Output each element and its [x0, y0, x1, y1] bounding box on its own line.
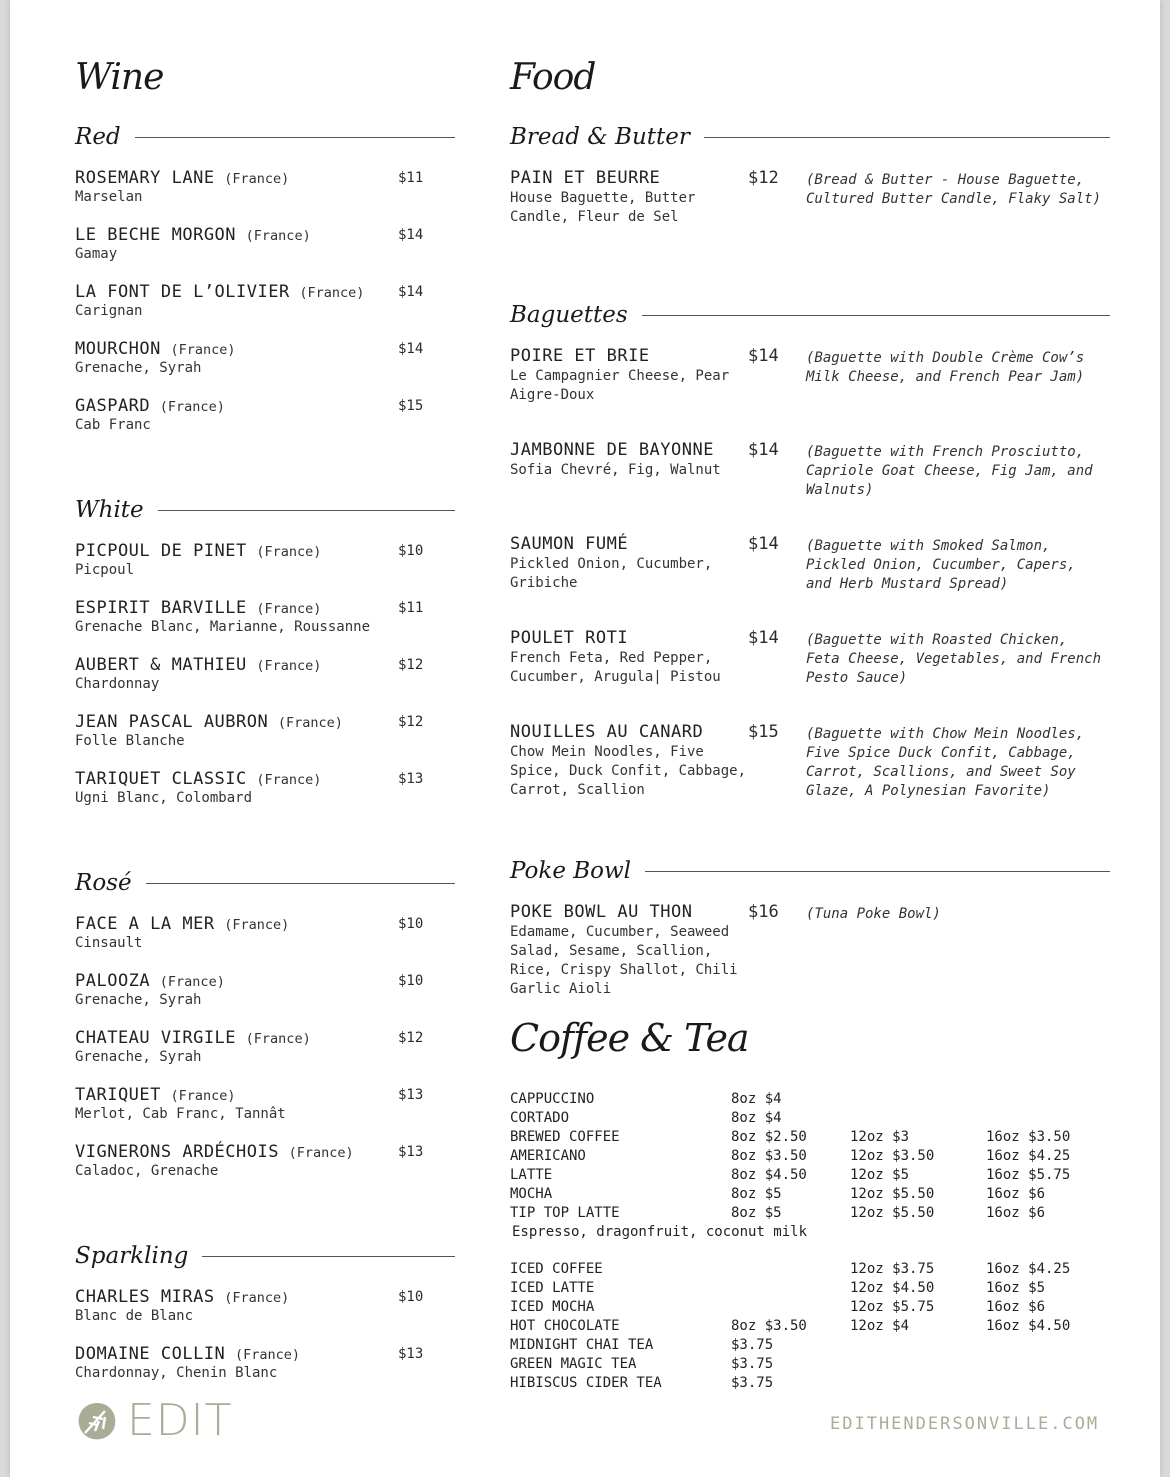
wine-grape: Ugni Blanc, Colombard [75, 790, 253, 806]
drink-name: AMERICANO [510, 1148, 586, 1164]
food-price: $14 [748, 346, 779, 366]
wine-grape: Cinsault [75, 935, 143, 951]
food-name: SAUMON FUMÉ [510, 534, 629, 554]
food-title: Food [510, 57, 596, 98]
wine-price: $10 [398, 1289, 424, 1305]
food-description: House Baguette, Butter Candle, Fleur de Sel [510, 190, 696, 225]
wine-name: ROSEMARY LANE [75, 168, 215, 188]
drink-price-8oz: $3.75 [731, 1356, 774, 1372]
drink-row [510, 1128, 1110, 1147]
drink-row [510, 1166, 1110, 1185]
wine-origin: (France) [159, 399, 225, 415]
drink-price-8oz: 8oz $4.50 [731, 1167, 807, 1183]
category-rule [158, 510, 455, 511]
food-name: NOUILLES AU CANARD [510, 722, 704, 742]
food-description: Le Campagnier Cheese, Pear Aigre-Doux [510, 368, 730, 403]
drink-name: ICED MOCHA [510, 1299, 595, 1315]
wine-name: ESPIRIT BARVILLE [75, 598, 247, 618]
category-rule [642, 315, 1110, 316]
food-name: POIRE ET BRIE [510, 346, 650, 366]
drink-row [510, 1260, 1110, 1279]
wine-origin: (France) [277, 715, 343, 731]
wine-item [75, 168, 455, 225]
wine-price: $11 [398, 600, 424, 616]
drink-name: HIBISCUS CIDER TEA [510, 1375, 662, 1391]
drink-price-16oz: 16oz $6 [986, 1186, 1046, 1202]
drink-name: GREEN MAGIC TEA [510, 1356, 637, 1372]
food-name: PAIN ET BEURRE [510, 168, 661, 188]
drink-row [510, 1185, 1110, 1204]
wine-category-name: Rosé [75, 870, 132, 896]
wine-origin: (France) [299, 285, 365, 301]
wine-grape: Caladoc, Grenache [75, 1163, 219, 1179]
wine-price: $10 [398, 973, 424, 989]
wine-grape: Merlot, Cab Franc, Tannât [75, 1106, 286, 1122]
food-item [510, 628, 1110, 722]
wine-name: GASPARD [75, 396, 151, 416]
wine-grape: Carignan [75, 303, 143, 319]
drink-row [510, 1090, 1110, 1109]
tip-top-note: Espresso, dragonfruit, coconut milk [512, 1224, 808, 1240]
wine-price: $13 [398, 1144, 424, 1160]
category-rule [645, 871, 1110, 872]
food-category-heading [510, 298, 1110, 332]
drink-name: BREWED COFFEE [510, 1129, 620, 1145]
food-price: $15 [748, 722, 779, 742]
drink-price-16oz: 16oz $4.50 [986, 1318, 1071, 1334]
food-note: (Baguette with Double Crème Cow’s Milk Cheese, and French Pear Jam) [806, 350, 1085, 385]
food-name: POULET ROTI [510, 628, 629, 648]
drink-price-16oz: 16oz $5 [986, 1280, 1046, 1296]
wine-price: $12 [398, 657, 424, 673]
wine-item [75, 1028, 455, 1085]
wine-grape: Grenache, Syrah [75, 360, 202, 376]
drink-price-16oz: 16oz $4.25 [986, 1261, 1071, 1277]
food-item [510, 346, 1110, 440]
food-price: $14 [748, 440, 779, 460]
wine-category-heading [75, 866, 455, 900]
wine-grape: Chardonnay, Chenin Blanc [75, 1365, 278, 1381]
wine-origin: (France) [159, 974, 225, 990]
food-description: French Feta, Red Pepper, Cucumber, Arugula| Pistou [510, 650, 721, 685]
wine-name: LA FONT DE L’OLIVIER [75, 282, 290, 302]
category-rule [135, 137, 455, 138]
wine-price: $14 [398, 227, 424, 243]
wine-item [75, 225, 455, 282]
coffee-iced-list [510, 1260, 1110, 1393]
wine-origin: (France) [256, 544, 322, 560]
drink-price-16oz: 16oz $5.75 [986, 1167, 1071, 1183]
wine-grape: Picpoul [75, 562, 135, 578]
wine-price: $11 [398, 170, 424, 186]
wine-name: AUBERT & MATHIEU [75, 655, 247, 675]
food-price: $12 [748, 168, 779, 188]
drink-price-12oz: 12oz $5.50 [850, 1205, 935, 1221]
wine-category-heading [75, 1239, 455, 1273]
drink-name: HOT CHOCOLATE [510, 1318, 620, 1334]
wine-origin: (France) [245, 228, 311, 244]
food-category-heading [510, 120, 1110, 154]
drink-price-16oz: 16oz $4.25 [986, 1148, 1071, 1164]
food-category-name: Baguettes [510, 302, 628, 328]
drink-price-8oz: 8oz $5 [731, 1205, 782, 1221]
wine-name: VIGNERONS ARDÉCHOIS [75, 1142, 279, 1162]
drink-price-12oz: 12oz $3.75 [850, 1261, 935, 1277]
drink-name: TIP TOP LATTE [510, 1205, 620, 1221]
wine-grape: Folle Blanche [75, 733, 185, 749]
menu-page [10, 0, 1160, 1477]
wine-grape: Grenache Blanc, Marianne, Roussanne [75, 619, 371, 635]
wine-item [75, 1287, 455, 1344]
footer-logo [75, 1395, 233, 1446]
drink-price-12oz: 12oz $3 [850, 1129, 910, 1145]
drink-price-8oz: 8oz $4 [731, 1110, 782, 1126]
drink-row [510, 1204, 1110, 1223]
drink-row [510, 1109, 1110, 1128]
wine-origin: (France) [224, 171, 290, 187]
wine-item [75, 1085, 455, 1142]
wine-grape: Marselan [75, 189, 143, 205]
drink-row [510, 1279, 1110, 1298]
wine-price: $13 [398, 1087, 424, 1103]
wine-grape: Gamay [75, 246, 118, 262]
drink-row [510, 1355, 1110, 1374]
drink-row [510, 1298, 1110, 1317]
drink-price-12oz: 12oz $5 [850, 1167, 910, 1183]
food-price: $14 [748, 534, 779, 554]
drink-price-12oz: 12oz $5.50 [850, 1186, 935, 1202]
wine-origin: (France) [170, 1088, 236, 1104]
drink-price-8oz: 8oz $3.50 [731, 1148, 807, 1164]
food-note: (Tuna Poke Bowl) [806, 906, 941, 922]
wine-name: PALOOZA [75, 971, 151, 991]
drink-name: ICED LATTE [510, 1280, 595, 1296]
food-name: JAMBONNE DE BAYONNE [510, 440, 714, 460]
footer-url[interactable]: EDITHENDERSONVILLE.COM [830, 1414, 1100, 1434]
wine-grape: Grenache, Syrah [75, 1049, 202, 1065]
food-description: Sofia Chevré, Fig, Walnut [510, 462, 721, 478]
wine-name: CHATEAU VIRGILE [75, 1028, 237, 1048]
wine-list [75, 120, 455, 1401]
food-list [510, 120, 1110, 1022]
drink-name: ICED COFFEE [510, 1261, 603, 1277]
wine-item [75, 769, 455, 826]
wine-origin: (France) [256, 601, 322, 617]
wine-origin: (France) [288, 1145, 354, 1161]
food-column [510, 50, 1110, 1022]
category-rule [704, 137, 1110, 138]
drink-price-8oz: 8oz $2.50 [731, 1129, 807, 1145]
wine-category-name: Sparkling [75, 1243, 189, 1269]
wine-category-name: White [75, 497, 144, 523]
drink-name: MIDNIGHT CHAI TEA [510, 1337, 654, 1353]
wine-price: $13 [398, 771, 424, 787]
wine-item [75, 914, 455, 971]
wine-name: PICPOUL DE PINET [75, 541, 247, 561]
drink-price-16oz: 16oz $6 [986, 1205, 1046, 1221]
drink-name: CAPPUCCINO [510, 1091, 595, 1107]
drink-price-8oz: $3.75 [731, 1337, 774, 1353]
wine-item [75, 971, 455, 1028]
food-description: Chow Mein Noodles, Five Spice, Duck Confit, Cabbage, Carrot, Scallion [510, 744, 747, 798]
wine-price: $14 [398, 341, 424, 357]
wine-name: LE BECHE MORGON [75, 225, 237, 245]
food-price: $14 [748, 628, 779, 648]
wine-price: $15 [398, 398, 424, 414]
wine-price: $10 [398, 916, 424, 932]
wine-category-heading [75, 493, 455, 527]
food-description: Pickled Onion, Cucumber, Gribiche [510, 556, 713, 591]
footer-brand: EDIT [127, 1395, 233, 1446]
wine-name: CHARLES MIRAS [75, 1287, 215, 1307]
wine-origin: (France) [170, 342, 236, 358]
food-item [510, 168, 1110, 246]
food-category-name: Poke Bowl [510, 858, 632, 884]
food-item [510, 534, 1110, 628]
drink-name: LATTE [510, 1167, 553, 1183]
food-description: Edamame, Cucumber, Seaweed Salad, Sesame, Scallion, Rice, Crispy Shallot, Chili Garlic Aioli [510, 924, 738, 997]
wine-item [75, 339, 455, 396]
drink-price-12oz: 12oz $4.50 [850, 1280, 935, 1296]
drink-price-8oz: $3.75 [731, 1375, 774, 1391]
food-note: (Baguette with Roasted Chicken, Feta Cheese, Vegetables, and French Pesto Sauce) [806, 632, 1102, 686]
wine-item [75, 655, 455, 712]
wine-name: FACE A LA MER [75, 914, 215, 934]
wine-price: $12 [398, 714, 424, 730]
drink-price-8oz: 8oz $5 [731, 1186, 782, 1202]
wine-item [75, 396, 455, 453]
drink-row [510, 1317, 1110, 1336]
wine-price: $10 [398, 543, 424, 559]
food-note: (Baguette with Chow Mein Noodles, Five Spice Duck Confit, Cabbage, Carrot, Scallions, and Sweet Soy Glaze, A Polynesian Favorite) [806, 726, 1085, 799]
food-note: (Baguette with Smoked Salmon, Pickled Onion, Cucumber, Capers, and Herb Mustard Spread) [806, 538, 1076, 592]
coffee-section [510, 1010, 1110, 1393]
wine-name: TARIQUET CLASSIC [75, 769, 247, 789]
wine-name: DOMAINE COLLIN [75, 1344, 226, 1364]
drink-row [510, 1374, 1110, 1393]
wine-item [75, 1344, 455, 1401]
food-note: (Baguette with French Prosciutto, Capriole Goat Cheese, Fig Jam, and Walnuts) [806, 444, 1093, 498]
wine-name: MOURCHON [75, 339, 161, 359]
wine-grape: Chardonnay [75, 676, 160, 692]
category-rule [202, 1256, 455, 1257]
wine-origin: (France) [234, 1347, 300, 1363]
wine-category-heading [75, 120, 455, 154]
wine-title: Wine [75, 57, 164, 98]
food-item [510, 440, 1110, 534]
food-category-heading [510, 854, 1110, 888]
drink-price-8oz: 8oz $3.50 [731, 1318, 807, 1334]
wine-price: $13 [398, 1346, 424, 1362]
drink-price-16oz: 16oz $6 [986, 1299, 1046, 1315]
wine-grape: Blanc de Blanc [75, 1308, 194, 1324]
coffee-title: Coffee & Tea [510, 1016, 749, 1060]
category-rule [146, 883, 455, 884]
drink-price-12oz: 12oz $3.50 [850, 1148, 935, 1164]
food-item [510, 902, 1110, 1022]
monstera-leaf-icon [75, 1399, 119, 1443]
drink-price-16oz: 16oz $3.50 [986, 1129, 1071, 1145]
wine-category-name: Red [75, 124, 121, 150]
drink-price-12oz: 12oz $5.75 [850, 1299, 935, 1315]
food-category-name: Bread & Butter [510, 124, 690, 150]
wine-column [75, 50, 455, 1401]
drink-name: MOCHA [510, 1186, 553, 1202]
drink-row [510, 1336, 1110, 1355]
wine-price: $12 [398, 1030, 424, 1046]
food-name: POKE BOWL AU THON [510, 902, 693, 922]
wine-name: TARIQUET [75, 1085, 161, 1105]
wine-origin: (France) [256, 658, 322, 674]
wine-price: $14 [398, 284, 424, 300]
drink-name: CORTADO [510, 1110, 570, 1126]
coffee-hot-list [510, 1090, 1110, 1223]
drink-price-12oz: 12oz $4 [850, 1318, 910, 1334]
wine-origin: (France) [245, 1031, 311, 1047]
drink-price-8oz: 8oz $4 [731, 1091, 782, 1107]
food-note: (Bread & Butter - House Baguette, Cultured Butter Candle, Flaky Salt) [806, 172, 1102, 207]
wine-item [75, 541, 455, 598]
food-item [510, 722, 1110, 826]
food-price: $16 [748, 902, 779, 922]
wine-origin: (France) [224, 1290, 290, 1306]
wine-name: JEAN PASCAL AUBRON [75, 712, 269, 732]
wine-grape: Cab Franc [75, 417, 151, 433]
wine-origin: (France) [256, 772, 322, 788]
wine-origin: (France) [224, 917, 290, 933]
wine-item [75, 282, 455, 339]
wine-item [75, 712, 455, 769]
wine-grape: Grenache, Syrah [75, 992, 202, 1008]
drink-row [510, 1147, 1110, 1166]
wine-item [75, 598, 455, 655]
wine-item [75, 1142, 455, 1199]
